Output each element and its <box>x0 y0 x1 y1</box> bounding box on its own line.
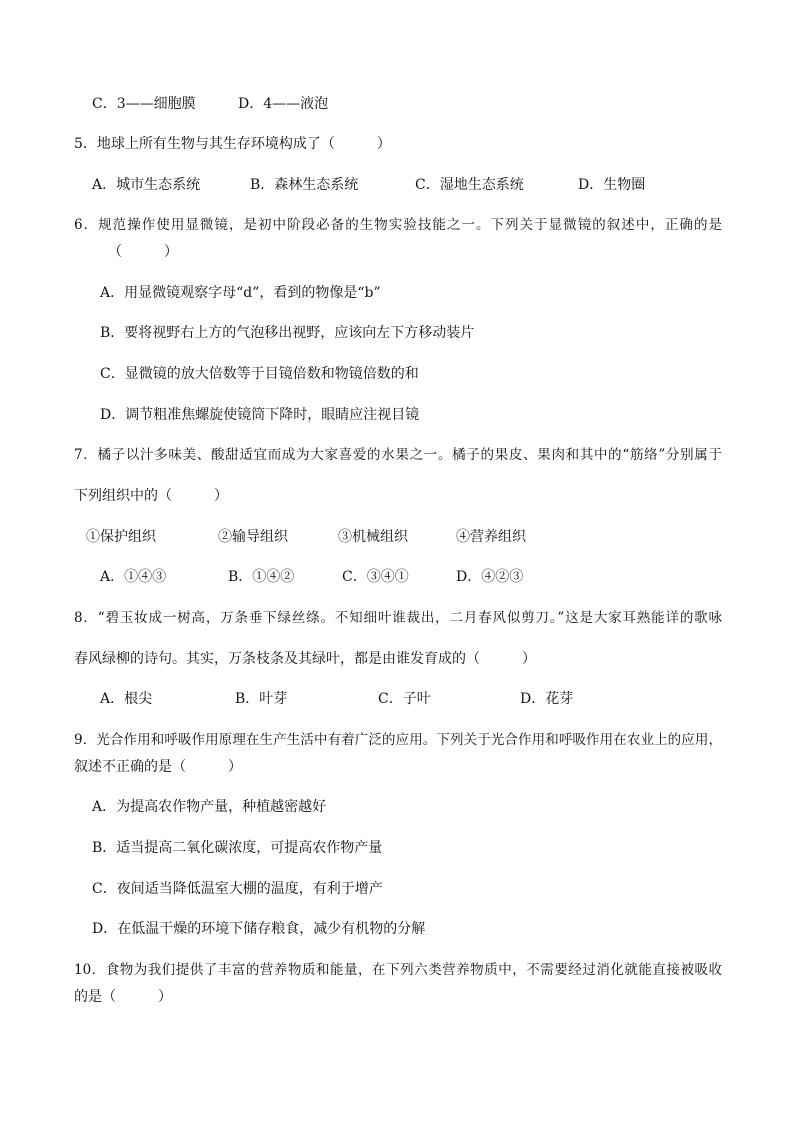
q9-option-d: D．在低温干燥的环境下储存粮食，减少有机物的分解 <box>92 921 426 937</box>
q9-stem-line1: 9．光合作用和呼吸作用原理在生产生活中有着广泛的应用。下列关于光合作用和呼吸作用在农业上的应用， <box>74 732 722 748</box>
q7-stem-line2: 下列组织中的（ ） <box>74 488 228 504</box>
q8-option-c: C．子叶 <box>378 691 431 707</box>
q7-option-d: D．④②③ <box>456 569 524 585</box>
q9-option-b: B．适当提高二氧化碳浓度，可提高农作物产量 <box>92 840 383 856</box>
q5-option-b: B．森林生态系统 <box>250 177 359 193</box>
q7-stem-line1: 7．橘子以汁多味美、酸甜适宜而成为大家喜爱的水果之一。橘子的果皮、果肉和其中的“筋络”分别属于 <box>74 447 722 463</box>
q7-tissue-1: ①保护组织 <box>86 529 156 545</box>
q8-option-b: B．叶芽 <box>235 691 288 707</box>
q4-option-c: C．3——细胞膜 <box>92 96 196 112</box>
q7-tissue-3: ③机械组织 <box>338 529 408 545</box>
q7-tissue-4: ④营养组织 <box>456 529 526 545</box>
q8-stem-line1: 8．“碧玉妆成一树高，万条垂下绿丝绦。不知细叶谁裁出，二月春风似剪刀。”这是大家耳熟能详的歌咏 <box>74 610 722 626</box>
q6-stem-line2: （ ） <box>108 244 178 260</box>
q5-option-c: C．湿地生态系统 <box>415 177 524 193</box>
q8-stem-line2: 春风绿柳的诗句。其实，万条枝条及其绿叶，都是由谁发育成的（ ） <box>74 651 536 667</box>
q7-option-a: A．①④③ <box>100 569 167 585</box>
q9-stem-line2: 叙述不正确的是（ ） <box>74 759 242 775</box>
q6-option-d: D．调节粗准焦螺旋使镜筒下降时，眼睛应注视目镜 <box>100 407 420 423</box>
q5-stem: 5．地球上所有生物与其生存环境构成了（ ） <box>74 136 391 152</box>
q8-option-a: A．根尖 <box>100 691 153 707</box>
q6-option-a: A．用显微镜观察字母“d”，看到的物像是“b” <box>100 285 381 301</box>
q10-stem-line2: 的是（ ） <box>74 989 172 1005</box>
q7-tissue-2: ②输导组织 <box>218 529 288 545</box>
q4-option-d: D．4——液泡 <box>238 96 329 112</box>
q6-option-c: C．显微镜的放大倍数等于目镜倍数和物镜倍数的和 <box>100 366 419 382</box>
q5-option-d: D．生物圈 <box>578 177 646 193</box>
q8-option-d: D．花芽 <box>520 691 574 707</box>
q7-option-c: C．③④① <box>342 569 409 585</box>
q9-option-c: C．夜间适当降低温室大棚的温度，有利于增产 <box>92 881 383 897</box>
q6-option-b: B．要将视野右上方的气泡移出视野，应该向左下方移动装片 <box>100 325 475 341</box>
q7-option-b: B．①④② <box>228 569 295 585</box>
q5-option-a: A．城市生态系统 <box>92 177 201 193</box>
q9-option-a: A．为提高农作物产量，种植越密越好 <box>92 799 327 815</box>
q10-stem-line1: 10．食物为我们提供了丰富的营养物质和能量，在下列六类营养物质中，不需要经过消化就能直接被吸收 <box>74 962 722 978</box>
q6-stem-line1: 6．规范操作使用显微镜，是初中阶段必备的生物实验技能之一。下列关于显微镜的叙述中，正确的是 <box>74 217 722 233</box>
